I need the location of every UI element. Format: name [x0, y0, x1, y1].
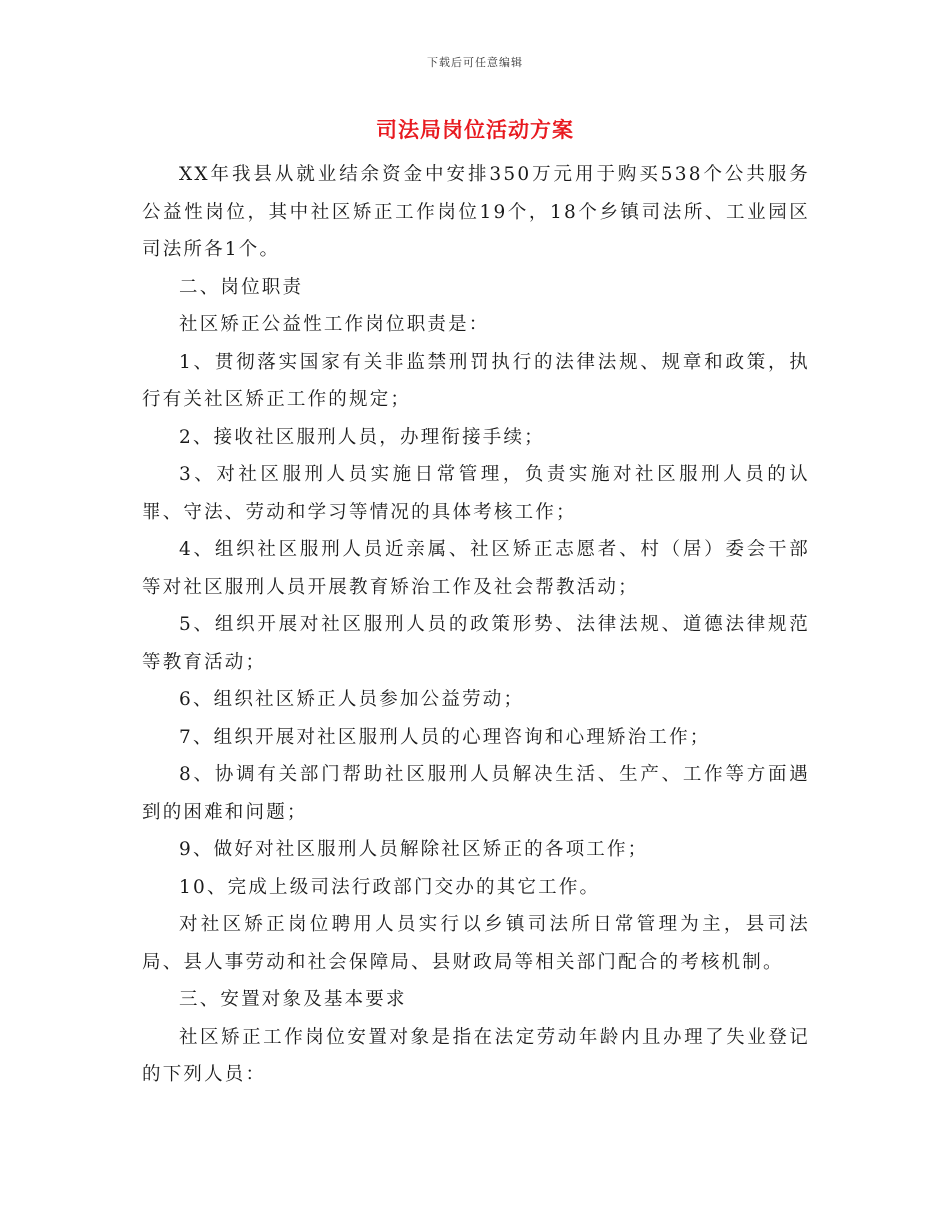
duty-item-5: 5、组织开展对社区服刑人员的政策形势、法律法规、道德法律规范等教育活动；: [142, 614, 810, 673]
duty-item-10: 10、完成上级司法行政部门交办的其它工作。: [179, 876, 601, 898]
duty-item-2: 2、接收社区服刑人员，办理衔接手续；: [179, 426, 545, 448]
duty-item-6: 6、组织社区矫正人员参加公益劳动；: [179, 689, 525, 710]
section-heading-placement: 三、安置对象及基本要求: [179, 989, 407, 1010]
paragraph-duties-intro: 社区矫正公益性工作岗位职责是：: [179, 314, 490, 335]
duty-item-8: 8、协调有关部门帮助社区服刑人员解决生活、生产、工作等方面遇到的困难和问题；: [142, 764, 810, 823]
duty-item-4: 4、组织社区服刑人员近亲属、社区矫正志愿者、村（居）委会干部等对社区服刑人员开展教育矫治工作及社会帮教活动；: [142, 539, 810, 598]
duty-item-9: 9、做好对社区服刑人员解除社区矫正的各项工作；: [179, 839, 649, 860]
paragraph-placement: 社区矫正工作岗位安置对象是指在法定劳动年龄内且办理了失业登记的下列人员：: [142, 1026, 810, 1085]
section-heading-duties: 二、岗位职责: [179, 276, 304, 298]
duty-item-3: 3、对社区服刑人员实施日常管理，负责实施对社区服刑人员的认罪、守法、劳动和学习等情况的具体考核工作；: [142, 464, 810, 523]
header-note: 下载后可任意编辑: [427, 56, 523, 69]
document-body: [142, 156, 810, 1094]
duty-item-7: 7、组织开展对社区服刑人员的心理咨询和心理矫治工作；: [179, 726, 711, 748]
paragraph-assessment: 对社区矫正岗位聘用人员实行以乡镇司法所日常管理为主，县司法局、县人事劳动和社会保障局、县财政局等相关部门配合的考核机制。: [142, 914, 810, 973]
document-title: 司法局岗位活动方案: [376, 118, 574, 142]
duty-item-1: 1、贯彻落实国家有关非监禁刑罚执行的法律法规、规章和政策，执行有关社区矫正工作的规定；: [142, 351, 810, 410]
paragraph-intro: XX年我县从就业结余资金中安排350万元用于购买538个公共服务公益性岗位，其中社区矫正工作岗位19个，18个乡镇司法所、工业园区司法所各1个。: [142, 164, 810, 260]
